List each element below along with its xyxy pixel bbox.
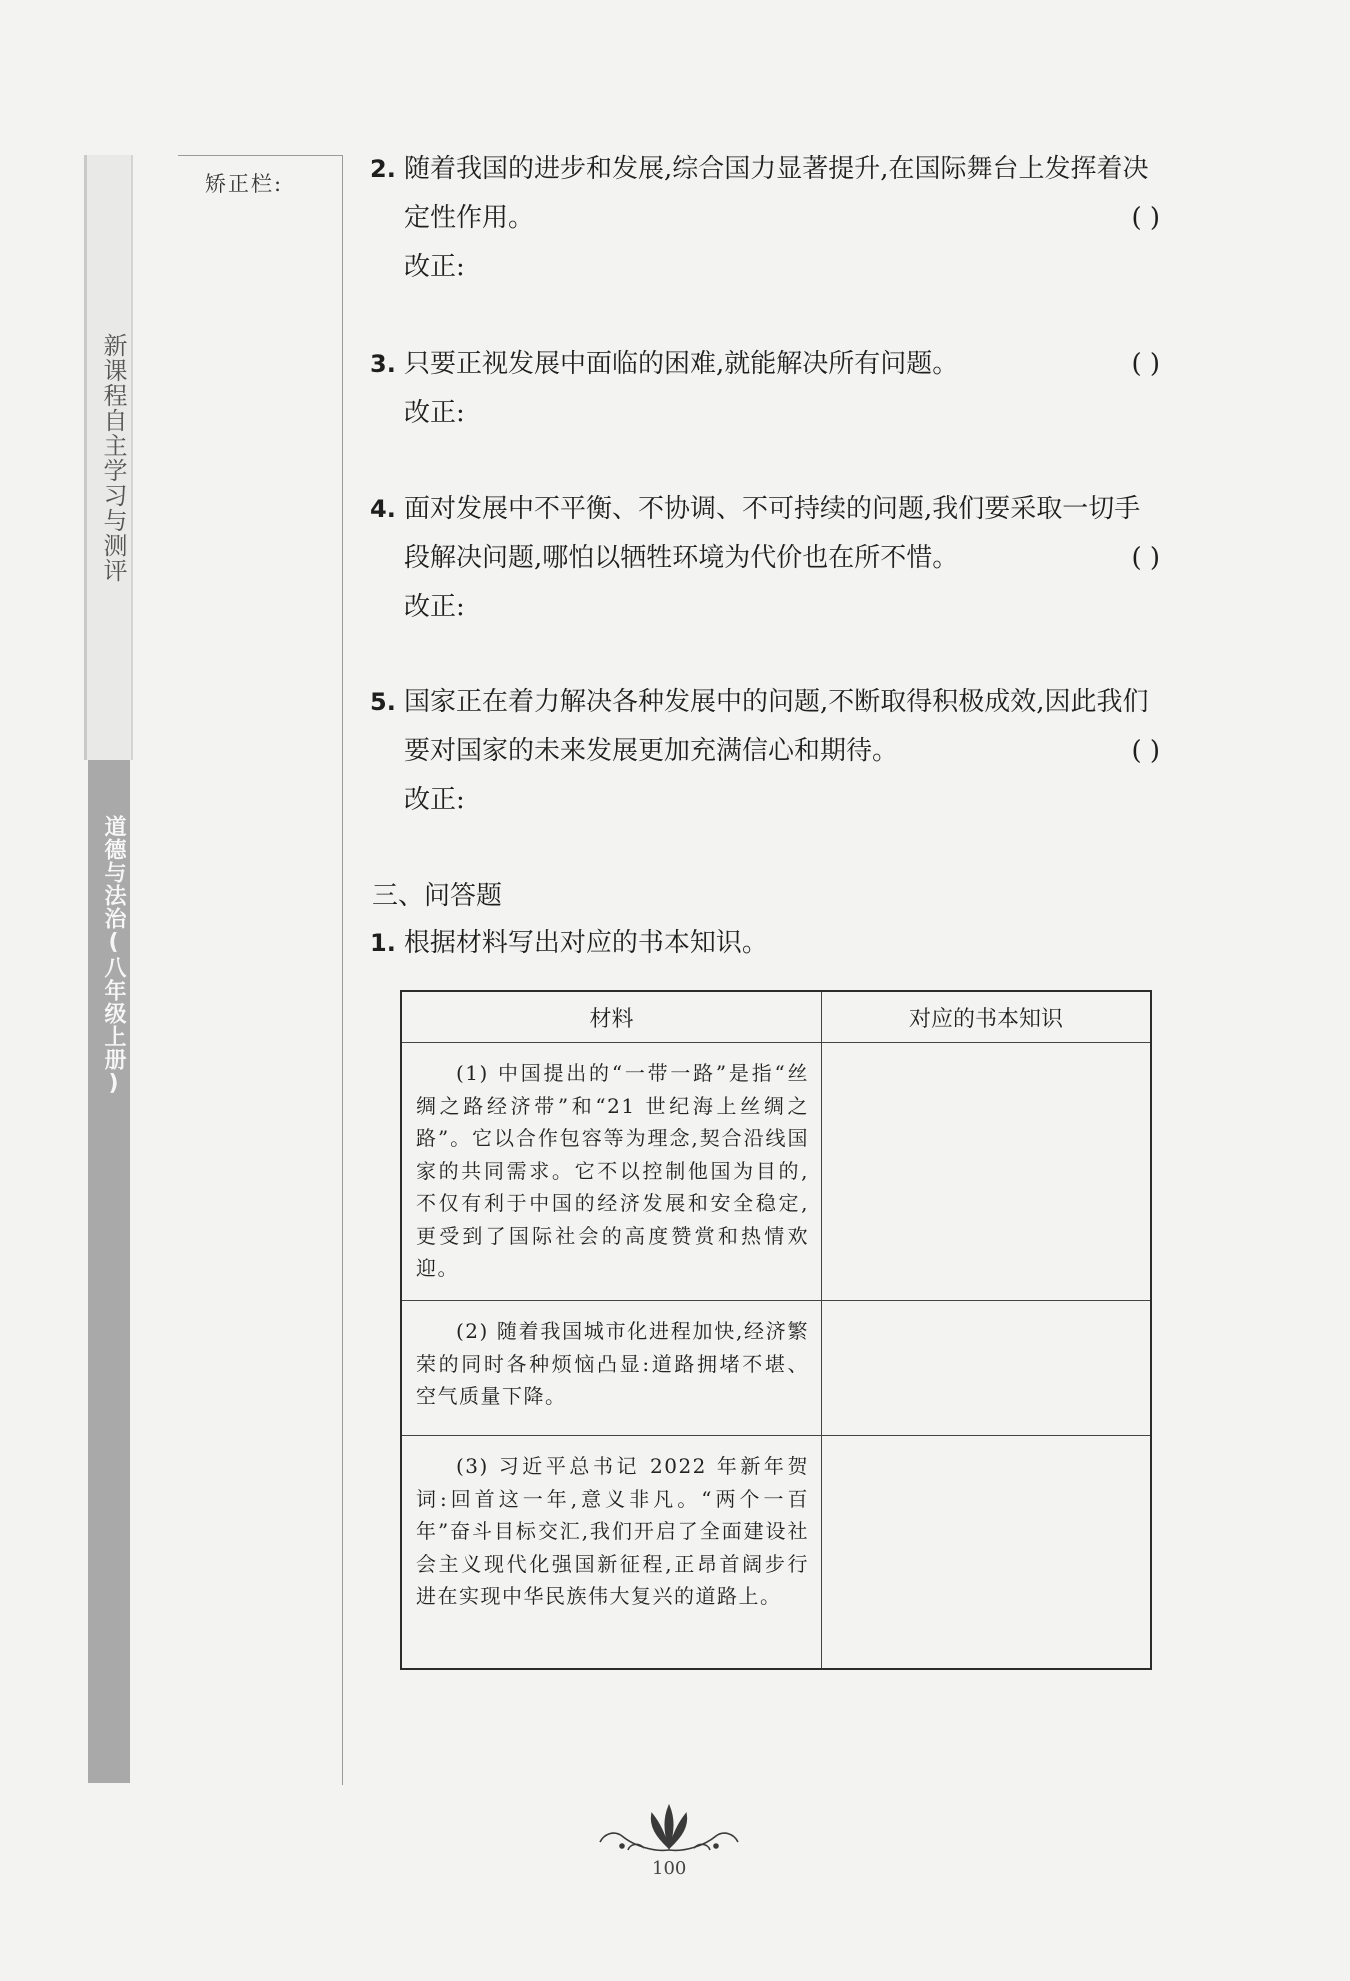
question-text: 只要正视发展中面临的困难,就能解决所有问题。: [404, 349, 959, 379]
question-number: 4.: [370, 495, 396, 523]
table-header-row: [401, 991, 1151, 1043]
knowledge-answer-cell[interactable]: [822, 1301, 1152, 1436]
column-header-knowledge: 对应的书本知识: [822, 991, 1152, 1043]
subject-title: 道德与法治(八年级上册): [101, 815, 126, 1097]
question-number: 3.: [370, 350, 396, 378]
correction-label: 矫正栏:: [205, 172, 284, 196]
material-cell: (2) 随着我国城市化进程加快,经济繁荣的同时各种烦恼凸显:道路拥堵不堪、空气质量下降。: [401, 1301, 822, 1436]
question-text: 面对发展中不平衡、不协调、不可持续的问题,我们要采取一切手段解决问题,哪怕以牺牲环境为代价也在所不惜。: [404, 494, 1141, 573]
correction-prompt: 改正:: [404, 785, 465, 815]
material-cell: (3) 习近平总书记 2022 年新年贺词:回首这一年,意义非凡。“两个一百年”奋斗目标交汇,我们开启了全面建设社会主义现代化强国新征程,正昂首阔步行进在实现中华民族伟大复兴的道路上。: [401, 1436, 822, 1669]
table-row: [401, 1043, 1151, 1301]
series-title: 新课程自主学习与测评: [99, 333, 127, 583]
knowledge-answer-cell[interactable]: [822, 1043, 1152, 1301]
material-cell: (1) 中国提出的“一带一路”是指“丝绸之路经济带”和“21 世纪海上丝绸之路”。它以合作包容等为理念,契合沿线国家的共同需求。它不以控制他国为目的,不仅有利于中国的经济发展和安全稳定,更受到了国际社会的高度赞赏和热情欢迎。: [401, 1043, 822, 1301]
table-row: [401, 1301, 1151, 1436]
question-number: 5.: [370, 688, 396, 716]
material-knowledge-table: [400, 990, 1152, 1670]
column-header-material: 材料: [401, 991, 822, 1043]
essay-question: [370, 922, 768, 959]
floral-ornament-icon: [594, 1800, 744, 1860]
judge-question: [370, 340, 1160, 438]
correction-prompt: 改正:: [404, 592, 465, 622]
answer-parentheses[interactable]: ( ): [1131, 736, 1160, 766]
correction-column-divider: [342, 155, 343, 1785]
answer-parentheses[interactable]: ( ): [1131, 543, 1160, 573]
section-title: 三、问答题: [372, 881, 503, 911]
question-number: 1.: [370, 929, 396, 957]
answer-parentheses[interactable]: ( ): [1131, 203, 1160, 233]
question-text: 随着我国的进步和发展,综合国力显著提升,在国际舞台上发挥着决定性作用。: [404, 154, 1149, 233]
judge-question: [370, 678, 1160, 825]
question-text: 根据材料写出对应的书本知识。: [403, 928, 768, 958]
table-row: [401, 1436, 1151, 1669]
question-text: 国家正在着力解决各种发展中的问题,不断取得积极成效,因此我们要对国家的未来发展更加充满信心和期待。: [404, 687, 1149, 766]
knowledge-answer-cell[interactable]: [822, 1436, 1152, 1669]
question-number: 2.: [370, 155, 396, 183]
correction-prompt: 改正:: [404, 398, 465, 428]
correction-prompt: 改正:: [404, 252, 465, 282]
answer-parentheses[interactable]: ( ): [1131, 349, 1160, 379]
correction-column-top-border: [178, 155, 343, 156]
judge-question: [370, 145, 1160, 292]
judge-question: [370, 485, 1160, 632]
page-number: 100: [652, 1858, 687, 1879]
